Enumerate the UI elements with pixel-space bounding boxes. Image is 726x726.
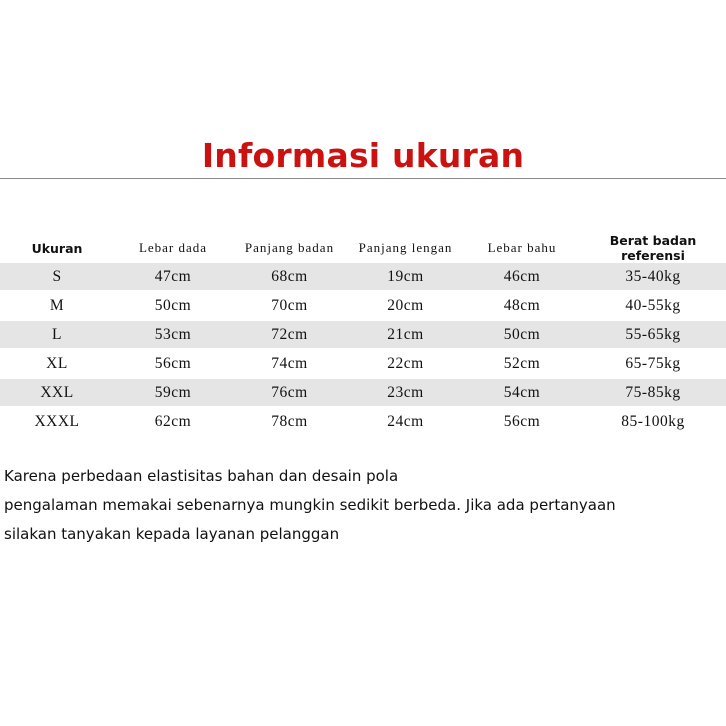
header-chest-width: Lebar dada: [138, 240, 208, 255]
page-title: Informasi ukuran: [201, 136, 525, 175]
note-line: pengalaman memakai sebenarnya mungkin sedikit berbeda. Jika ada pertanyaan: [4, 496, 616, 514]
size-chart-table: [0, 233, 726, 437]
table-row: [0, 291, 726, 320]
cell-chest-width: 50cm: [114, 291, 232, 320]
cell-chest-width: 62cm: [114, 407, 232, 436]
cell-chest-width: 59cm: [114, 378, 232, 407]
cell-shoulder-width: 48cm: [464, 291, 580, 320]
cell-sleeve-length: 20cm: [347, 291, 464, 320]
table-row: [0, 378, 726, 407]
table-row: [0, 407, 726, 436]
cell-reference-weight: 35-40kg: [580, 263, 726, 291]
cell-shoulder-width: 46cm: [464, 263, 580, 291]
header-sleeve-length: Panjang lengan: [358, 240, 453, 255]
cell-body-length: 72cm: [232, 320, 347, 349]
table-row: [0, 349, 726, 378]
cell-shoulder-width: 54cm: [464, 378, 580, 407]
cell-size: M: [0, 291, 114, 320]
note-line: Karena perbedaan elastisitas bahan dan desain pola: [4, 467, 399, 485]
cell-body-length: 78cm: [232, 407, 347, 436]
note-line: silakan tanyakan kepada layanan pelanggan: [4, 525, 340, 543]
cell-sleeve-length: 21cm: [347, 320, 464, 349]
cell-chest-width: 47cm: [114, 263, 232, 291]
cell-sleeve-length: 24cm: [347, 407, 464, 436]
cell-reference-weight: 65-75kg: [580, 349, 726, 378]
cell-reference-weight: 85-100kg: [580, 407, 726, 436]
header-size: Ukuran: [31, 240, 83, 256]
table-header-row: [0, 233, 726, 263]
cell-size: XXL: [0, 378, 114, 407]
cell-size: S: [0, 263, 114, 291]
cell-reference-weight: 75-85kg: [580, 378, 726, 407]
cell-sleeve-length: 23cm: [347, 378, 464, 407]
cell-body-length: 68cm: [232, 263, 347, 291]
table-row: [0, 263, 726, 291]
header-shoulder-width: Lebar bahu: [487, 240, 557, 255]
cell-shoulder-width: 52cm: [464, 349, 580, 378]
cell-reference-weight: 55-65kg: [580, 320, 726, 349]
cell-shoulder-width: 50cm: [464, 320, 580, 349]
cell-size: XL: [0, 349, 114, 378]
header-body-length: Panjang badan: [244, 240, 335, 255]
cell-size: L: [0, 320, 114, 349]
cell-sleeve-length: 22cm: [347, 349, 464, 378]
fit-disclaimer-note: [4, 462, 724, 549]
cell-chest-width: 56cm: [114, 349, 232, 378]
cell-sleeve-length: 19cm: [347, 263, 464, 291]
cell-shoulder-width: 56cm: [464, 407, 580, 436]
cell-reference-weight: 40-55kg: [580, 291, 726, 320]
header-reference-weight: Berat badan referensi: [609, 233, 697, 263]
cell-chest-width: 53cm: [114, 320, 232, 349]
cell-body-length: 74cm: [232, 349, 347, 378]
cell-body-length: 76cm: [232, 378, 347, 407]
cell-size: XXXL: [0, 407, 114, 436]
cell-body-length: 70cm: [232, 291, 347, 320]
table-row: [0, 320, 726, 349]
title-divider: [0, 178, 726, 179]
